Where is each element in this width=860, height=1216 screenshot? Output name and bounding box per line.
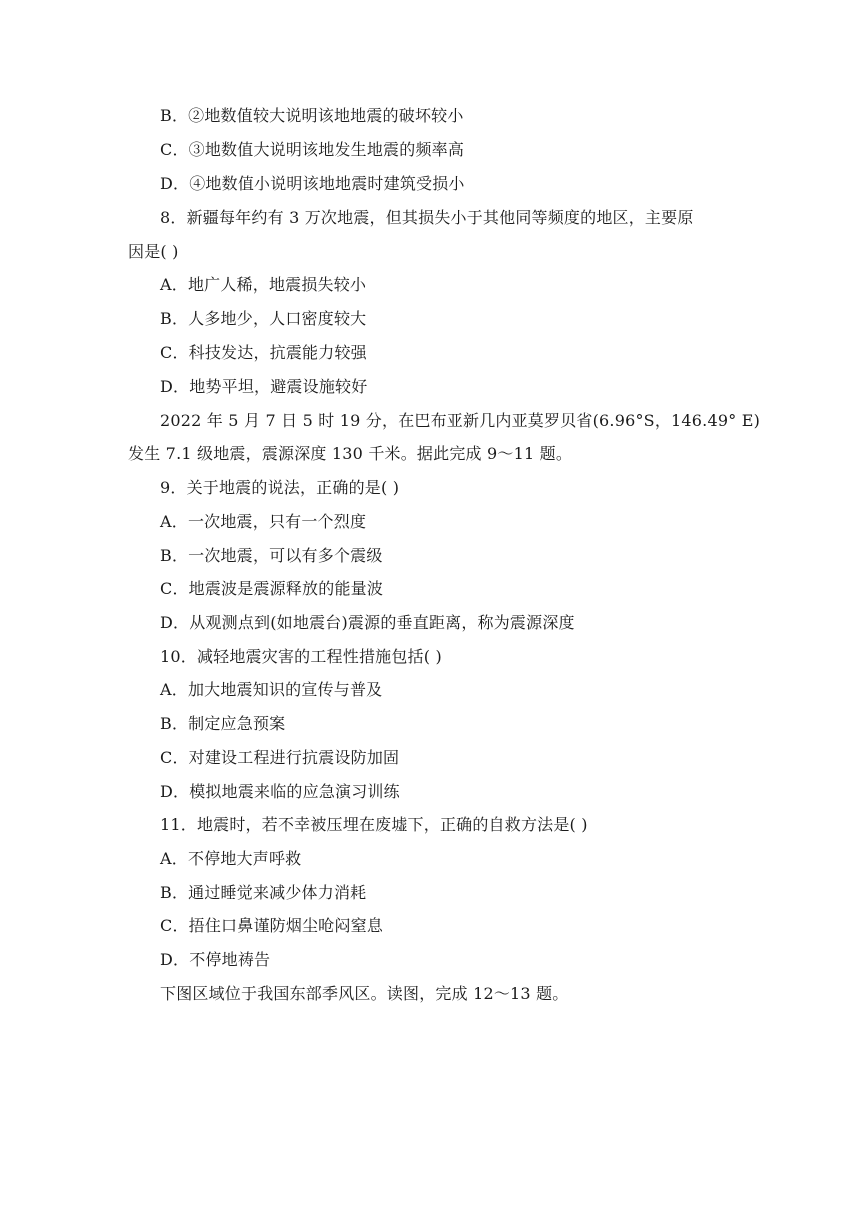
material-2: 下图区域位于我国东部季风区。读图，完成 12～13 题。 <box>160 984 569 1003</box>
material-1-line1: 2022 年 5 月 7 日 5 时 19 分，在巴布亚新几内亚莫罗贝省(6.96°S，146.49° E) <box>160 411 761 430</box>
q10-option-c: C．对建设工程进行抗震设防加固 <box>160 748 400 767</box>
q9-option-c: C．地震波是震源释放的能量波 <box>160 579 384 598</box>
q8-option-b: B．人多地少，人口密度较大 <box>160 309 367 328</box>
q10-option-d: D．模拟地震来临的应急演习训练 <box>160 782 400 801</box>
q11-option-b: B．通过睡觉来减少体力消耗 <box>160 883 367 902</box>
q8-stem-continued: 因是( ) <box>128 242 179 261</box>
q10-option-b: B．制定应急预案 <box>160 714 286 733</box>
q11-option-c: C．捂住口鼻谨防烟尘呛闷窒息 <box>160 916 384 935</box>
q8-stem: 8．新疆每年约有 3 万次地震，但其损失小于其他同等频度的地区，主要原 <box>160 208 694 227</box>
q8-option-c: C．科技发达，抗震能力较强 <box>160 343 367 362</box>
q9-option-a: A．一次地震，只有一个烈度 <box>160 512 367 531</box>
q9-option-d: D．从观测点到(如地震台)震源的垂直距离，称为震源深度 <box>160 613 575 632</box>
q11-option-a: A．不停地大声呼救 <box>160 849 302 868</box>
q8-option-a: A．地广人稀，地震损失较小 <box>160 275 367 294</box>
q11-option-d: D．不停地祷告 <box>160 950 271 969</box>
q10-stem: 10．减轻地震灾害的工程性措施包括( ) <box>160 647 442 666</box>
q9-option-b: B．一次地震，可以有多个震级 <box>160 546 383 565</box>
q10-option-a: A．加大地震知识的宣传与普及 <box>160 680 383 699</box>
q7-option-c: C．③地数值大说明该地发生地震的频率高 <box>160 140 465 159</box>
q11-stem: 11．地震时，若不幸被压埋在废墟下，正确的自救方法是( ) <box>160 815 588 834</box>
q7-option-d: D．④地数值小说明该地地震时建筑受损小 <box>160 174 465 193</box>
q7-option-b: B．②地数值较大说明该地地震的破坏较小 <box>160 106 464 125</box>
q9-stem: 9．关于地震的说法，正确的是( ) <box>160 478 400 497</box>
material-1-line2: 发生 7.1 级地震，震源深度 130 千米。据此完成 9～11 题。 <box>128 444 573 463</box>
q8-option-d: D．地势平坦，避震设施较好 <box>160 377 368 396</box>
